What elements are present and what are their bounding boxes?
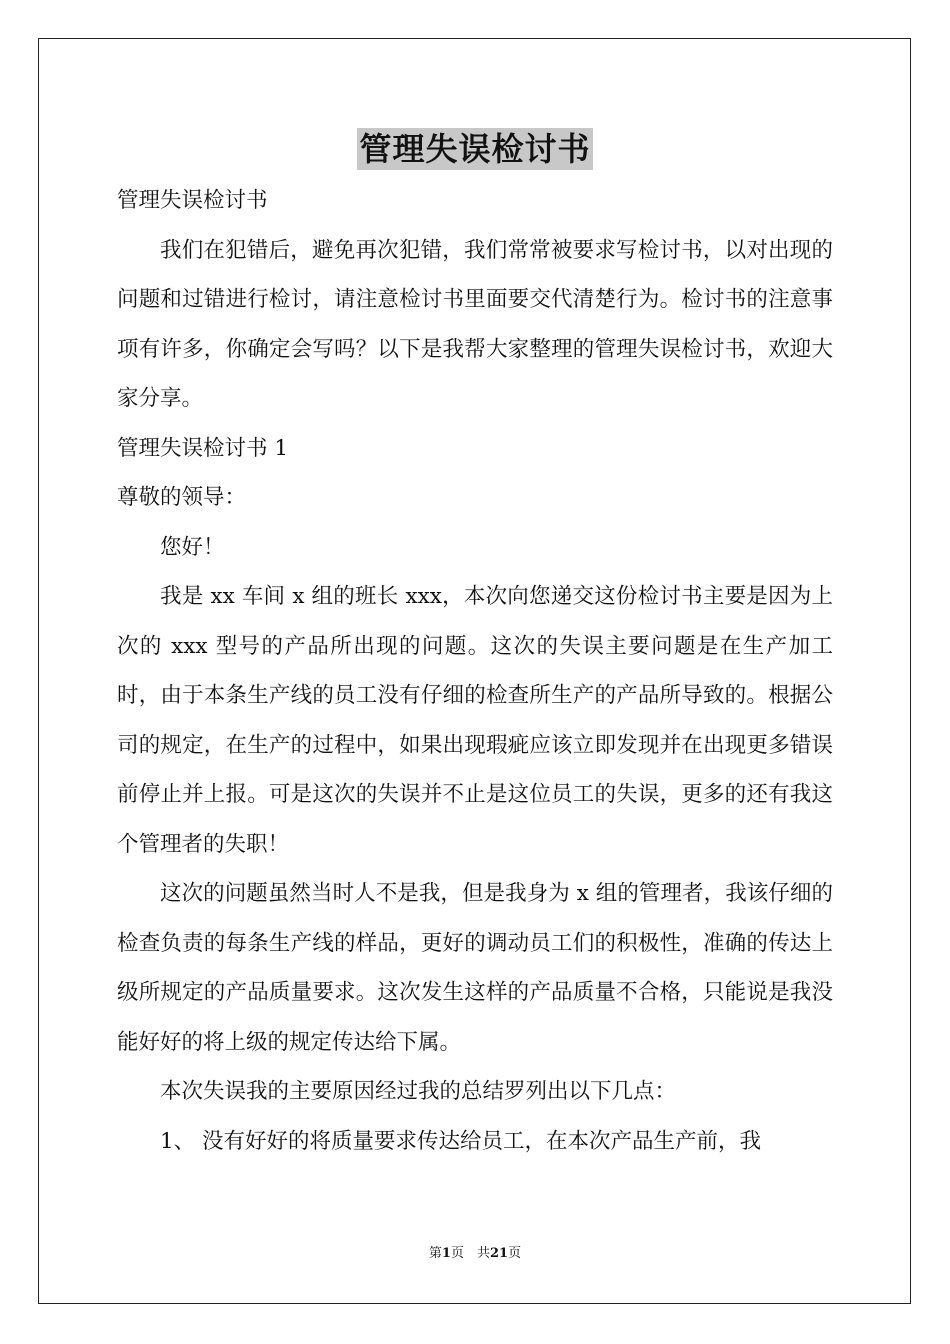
- footer-suffix: 页: [508, 1246, 522, 1261]
- title-container: [0, 128, 950, 170]
- paragraph: 管理失误检讨书 1: [117, 435, 289, 461]
- document-title: 管理失误检讨书: [359, 130, 591, 168]
- page-footer: [0, 1245, 950, 1263]
- paragraph: 我是 xx 车间 x 组的班长 xxx，本次向您递交这份检讨书主要是因为上次的 xxx 型号的产品所出现的问题。这次的失误主要问题是在生产加工时，由于本条生产线的员工没有仔细的检查所生产的产品所导致的。根据公司的规定，在生产的过程中，如果出现瑕疵应该立即发现并在出现更多错误前停止并上报。可是这次的失误并不止是这位员工的失误，更多的还有我这个管理者的失职！: [117, 584, 833, 857]
- paragraph: 管理失误检讨书: [117, 188, 268, 213]
- current-page-number: 1: [441, 1246, 451, 1261]
- paragraph: 我们在犯错后，避免再次犯错，我们常常被要求写检讨书，以对出现的问题和过错进行检讨，请注意检讨书里面要交代清楚行为。检讨书的注意事项有许多，你确定会写吗？以下是我帮大家整理的管理失误检讨书，欢迎大家分享。: [117, 237, 833, 411]
- footer-prefix: 第: [428, 1246, 442, 1261]
- paragraph: 本次失误我的主要原因经过我的总结罗列出以下几点：: [160, 1079, 677, 1104]
- document-body: [117, 176, 833, 1166]
- paragraph: 您好！: [160, 534, 225, 560]
- paragraph: 1、 没有好好的将质量要求传达给员工，在本次产品生产前，我: [160, 1128, 762, 1154]
- paragraph: 这次的问题虽然当时人不是我，但是我身为 x 组的管理者，我该仔细的检查负责的每条生产线的样品，更好的调动员工们的积极性，准确的传达上级所规定的产品质量要求。这次发生这样的产品质量不合格，只能说是我没能好好的将上级的规定传达给下属。: [117, 881, 833, 1055]
- total-page-count: 21: [489, 1246, 509, 1261]
- footer-mid: 页 共: [450, 1246, 490, 1261]
- paragraph: 尊敬的领导：: [117, 485, 247, 510]
